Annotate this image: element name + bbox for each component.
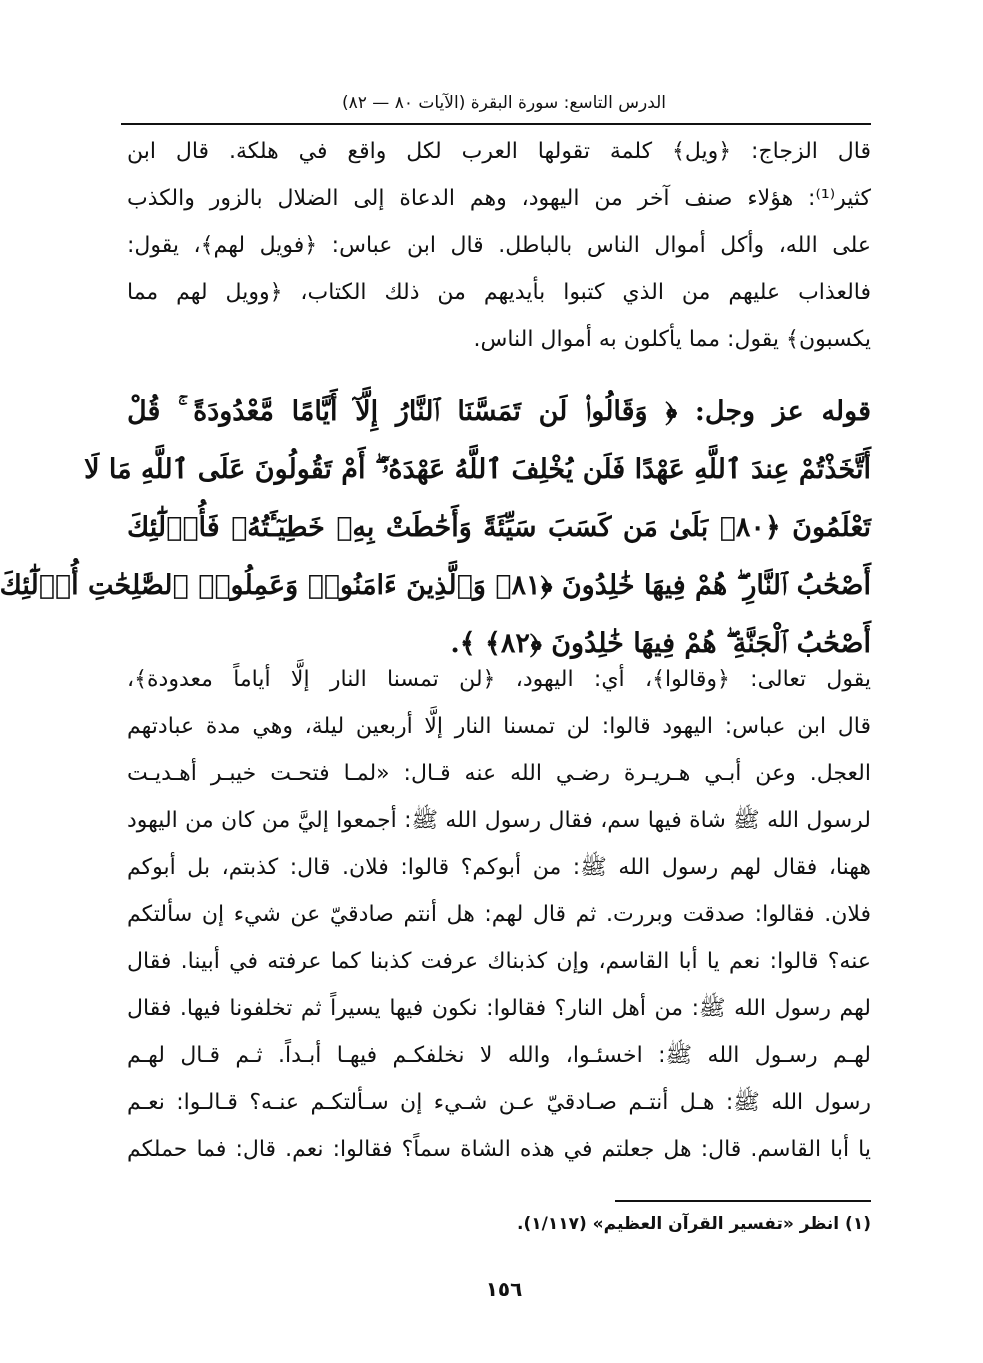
verse-line: تَعْلَمُونَ ﴿٨٠﴾ بَلَىٰ مَن كَسَبَ سَيِّئَةً وَأَحَٰطَتْ بِهِۦ خَطِيٓـَٔتُهُۥ فَأُو۟لَٰٓئِكَ [127, 512, 871, 543]
paragraph-2 [127, 656, 871, 1173]
text-line: العجل. وعن أبـي هـريـرة رضـي الله عنه قـال: «لمـا فتحـت خيبـر أهـديـت [127, 761, 871, 786]
text-line: فالعذاب عليهم من الذي كتبوا بأيديهم من ذلك الكتاب، ﴿وويل لهم مما [127, 280, 871, 305]
quran-verse-block [0, 383, 871, 673]
text-line: فلان. فقالوا: صدقت وبررت. ثم قال لهم: هل أنتم صادقيّ عن شيء إن سألتكم [127, 902, 871, 927]
text-line: يقول تعالى: ﴿وقالوا﴾، أي: اليهود، ﴿لن تمسنا النار إلَّا أياماً معدودة﴾، [127, 667, 871, 692]
verse-line: أَتَّخَذْتُمْ عِندَ ٱللَّهِ عَهْدًا فَلَن يُخْلِفَ ٱللَّهُ عَهْدَهُۥٓ ۖ أَمْ تَقُولُونَ عَلَى ٱللَّهِ مَا لَا [84, 454, 871, 485]
text-line: لهم رسول الله ﷺ: من أهل النار؟ فقالوا: نكون فيها يسيراً ثم تخلفونا فيها. فقال [127, 996, 871, 1021]
page-number: ١٥٦ [485, 1277, 523, 1301]
text-line: ههنا، فقال لهم رسول الله ﷺ: من أبوكم؟ قالوا: فلان. قال: كذبتم، بل أبوكم [127, 855, 871, 880]
text-line: يكسبون﴾ يقول: مما يأكلون به أموال الناس. [473, 327, 871, 352]
footnote: (١) انظر «تفسير القرآن العظيم» (١/١١٧). [517, 1214, 871, 1234]
text-line: على الله، وأكل أموال الناس بالباطل. قال ابن عباس: ﴿فويل لهم﴾، يقول: [127, 233, 871, 258]
header-rule [121, 123, 871, 125]
text-line: رسول الله ﷺ: هـل أنتـم صـادقيّ عـن شـيء إن سـألتكـم عنـه؟ قـالـوا: نعـم [127, 1090, 871, 1115]
text-line: قال ابن عباس: اليهود قالوا: لن تمسنا النار إلَّا أربعين ليلة، وهي مدة عبادتهم [127, 714, 871, 739]
verse-line: أَصْحَٰبُ ٱلنَّارِ ۖ هُمْ فِيهَا خَٰلِدُونَ ﴿٨١﴾ وَٱلَّذِينَ ءَامَنُوا۟ وَعَمِلُوا۟ ٱلصَّٰلِحَٰتِ أُو۟لَٰٓئِكَ [0, 570, 871, 601]
footnote-rule [615, 1200, 871, 1202]
text-line: عنه؟ قالوا: نعم يا أبا القاسم، وإن كذبناك عرفت كذبنا كما عرفته في أبينا. فقال [127, 949, 871, 974]
text-line: لهـم رسـول الله ﷺ: اخسئـوا، والله لا نخلفكـم فيهـا أبـداً. ثـم قـال لهـم [127, 1043, 871, 1068]
paragraph-1 [127, 128, 871, 363]
text-line: كثير⁽¹⁾: هؤلاء صنف آخر من اليهود، وهم الدعاة إلى الضلال بالزور والكذب [127, 186, 871, 211]
running-header: الدرس التاسع: سورة البقرة (الآيات ٨٠ — ٨٢) [341, 93, 667, 113]
text-line: يا أبا القاسم. قال: هل جعلتم في هذه الشاة سماً؟ فقالوا: نعم. قال: فما حملكم [127, 1137, 871, 1162]
verse-line: أَصْحَٰبُ ٱلْجَنَّةِ ۖ هُمْ فِيهَا خَٰلِدُونَ ﴿٨٢﴾ ﴾. [450, 628, 871, 659]
text-line: قال الزجاج: ﴿ويل﴾ كلمة تقولها العرب لكل واقع في هلكة. قال ابن [127, 139, 871, 164]
verse-line: قوله عز وجل: ﴿ وَقَالُوا۟ لَن تَمَسَّنَا ٱلنَّارُ إِلَّآ أَيَّامًا مَّعْدُودَةً ۚ قُلْ [127, 396, 871, 427]
text-line: لرسول الله ﷺ شاة فيها سم، فقال رسول الله ﷺ: أجمعوا إليَّ من كان من اليهود [127, 808, 871, 833]
